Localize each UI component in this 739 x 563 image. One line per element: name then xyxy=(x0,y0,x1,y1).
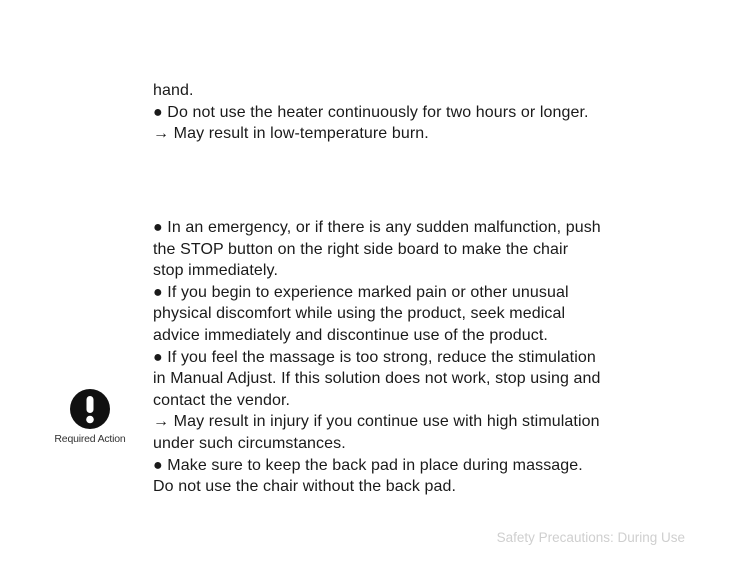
text-line: in Manual Adjust. If this solution does not work, stop using and xyxy=(153,370,601,388)
text-line: → May result in low-temperature burn. xyxy=(153,125,429,143)
text-line: hand. xyxy=(153,82,194,99)
text-line: under such circumstances. xyxy=(153,434,346,452)
text-line: ● If you begin to experience marked pain or other unusual xyxy=(153,283,569,301)
required-action-caption: Required Action xyxy=(54,433,126,445)
text-line: ● If you feel the massage is too strong, reduce the stimulation xyxy=(153,348,596,366)
text-line: contact the vendor. xyxy=(153,391,291,409)
page-footer: Safety Precautions: During Use xyxy=(496,530,685,545)
exclamation-icon xyxy=(70,389,110,429)
precaution-block-heater xyxy=(153,80,673,145)
text-line: stop immediately. xyxy=(153,262,279,280)
text-line: Do not use the chair without the back pad. xyxy=(153,478,457,496)
precaution-block-emergency xyxy=(153,217,673,498)
text-line: ● Do not use the heater continuously for two hours or longer. xyxy=(153,103,589,121)
text-line: advice immediately and discontinue use of the product. xyxy=(153,326,548,344)
text-line: → May result in injury if you continue use with high stimulation xyxy=(153,413,600,431)
text-line: ● In an emergency, or if there is any sudden malfunction, push xyxy=(153,219,601,236)
text-line: ● Make sure to keep the back pad in place during massage. xyxy=(153,456,583,474)
text-line: physical discomfort while using the product, seek medical xyxy=(153,305,566,323)
text-line: the STOP button on the right side board to make the chair xyxy=(153,240,569,258)
required-action-symbol xyxy=(54,389,126,445)
